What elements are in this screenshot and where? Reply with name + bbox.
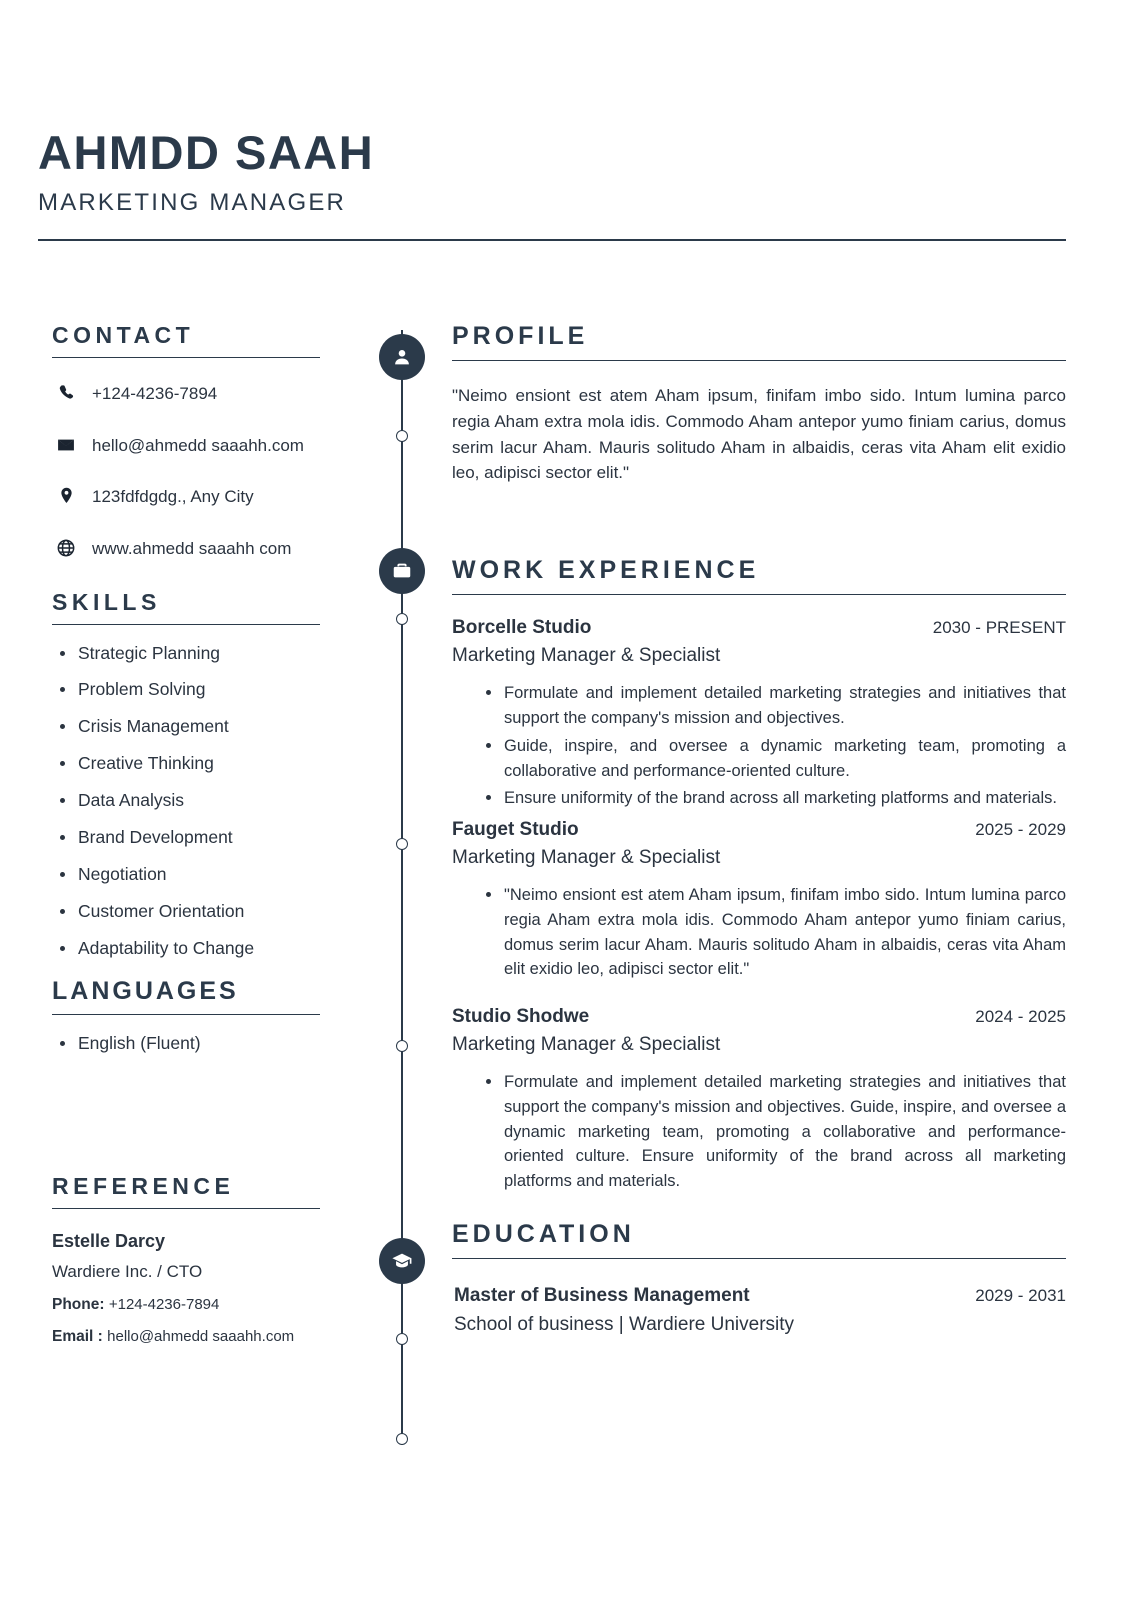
employment-dates: 2024 - 2025 bbox=[975, 1007, 1066, 1027]
page-title: AHMDD SAAH bbox=[38, 126, 375, 179]
education-heading: EDUCATION bbox=[452, 1219, 635, 1248]
section-divider bbox=[452, 594, 1066, 595]
reference-name: Estelle Darcy bbox=[52, 1231, 166, 1252]
profile-section bbox=[452, 322, 1066, 486]
contact-section bbox=[52, 322, 352, 562]
contact-list bbox=[52, 382, 352, 562]
contact-email-text: hello@ahmedd saaahh.com bbox=[92, 435, 304, 455]
main-content bbox=[452, 322, 1066, 1336]
briefcase-icon bbox=[379, 548, 425, 594]
contact-website-text: www.ahmedd saaahh com bbox=[92, 538, 292, 558]
profile-text: "Neimo ensiont est atem Aham ipsum, finifam imbo sido. Intum lumina parco regia Aham extra mola idis. Commodo Aham antepor yumo finiam carius, domus serim lacur Aham. Mauris solitudo Aham in albaidis, ceras vita Aham elit exidio leo, adipisci sector elit." bbox=[452, 386, 1066, 483]
section-divider bbox=[452, 1258, 1066, 1259]
timeline-node bbox=[396, 1333, 408, 1345]
envelope-icon bbox=[52, 434, 80, 455]
company-name: Studio Shodwe bbox=[452, 1006, 590, 1028]
list-item: English (Fluent) bbox=[52, 1033, 352, 1055]
globe-icon bbox=[52, 537, 80, 558]
graduation-cap-icon bbox=[379, 1238, 425, 1284]
reference-phone-label: Phone: bbox=[52, 1296, 105, 1314]
reference-email-value: hello@ahmedd saaahh.com bbox=[107, 1328, 295, 1346]
degree-name: Master of Business Management bbox=[454, 1284, 750, 1306]
list-item: Ensure uniformity of the brand across all marketing platforms and materials. bbox=[482, 786, 1066, 811]
profile-heading: PROFILE bbox=[452, 322, 589, 350]
list-item: Problem Solving bbox=[52, 679, 352, 701]
responsibility-list bbox=[452, 1070, 1066, 1194]
position-title: Marketing Manager & Specialist bbox=[452, 1034, 721, 1056]
timeline-node bbox=[396, 1433, 408, 1445]
reference-phone bbox=[52, 1296, 352, 1314]
employment-dates: 2030 - PRESENT bbox=[932, 618, 1066, 638]
resume-header bbox=[38, 128, 1066, 241]
responsibility-list bbox=[452, 681, 1066, 811]
job-title-subtitle: MARKETING MANAGER bbox=[38, 189, 347, 217]
work-entry bbox=[452, 819, 1066, 982]
education-section bbox=[452, 1220, 1066, 1336]
list-item: Strategic Planning bbox=[52, 643, 352, 665]
work-entry bbox=[452, 617, 1066, 811]
section-divider bbox=[52, 1208, 320, 1209]
work-experience-heading: WORK EXPERIENCE bbox=[452, 556, 760, 585]
list-item: Brand Development bbox=[52, 827, 352, 849]
section-divider bbox=[52, 357, 320, 358]
reference-role: Wardiere Inc. / CTO bbox=[52, 1262, 203, 1282]
skills-heading: SKILLS bbox=[52, 588, 161, 615]
languages-list bbox=[52, 1033, 352, 1055]
list-item: Formulate and implement detailed marketing strategies and initiatives that support the company's mission and objectives. Guide, inspire, and oversee a dynamic marketing team, promoting a collaborative and performance-oriented culture. Ensure uniformity of the brand across all marketing platforms and materials. bbox=[482, 1070, 1066, 1194]
skills-section bbox=[52, 589, 352, 960]
reference-email bbox=[52, 1328, 352, 1346]
list-item: Adaptability to Change bbox=[52, 938, 352, 960]
list-item: "Neimo ensiont est atem Aham ipsum, finifam imbo sido. Intum lumina parco regia Aham extra mola idis. Commodo Aham antepor yumo finiam carius, domus serim lacur Aham. Mauris solitudo Aham in albaidis, ceras vita Aham elit exidio leo, adipisci sector elit." bbox=[482, 883, 1066, 982]
contact-item-address[interactable] bbox=[52, 485, 352, 510]
languages-heading: LANGUAGES bbox=[52, 977, 239, 1006]
list-item: Crisis Management bbox=[52, 716, 352, 738]
section-divider bbox=[452, 360, 1066, 361]
education-dates: 2029 - 2031 bbox=[975, 1285, 1066, 1305]
section-divider bbox=[52, 624, 320, 625]
contact-phone-text: +124-4236-7894 bbox=[92, 384, 218, 403]
header-divider bbox=[38, 239, 1066, 241]
position-title: Marketing Manager & Specialist bbox=[452, 847, 721, 869]
timeline-track bbox=[401, 330, 403, 1445]
timeline-node bbox=[396, 430, 408, 442]
section-divider bbox=[52, 1014, 320, 1015]
timeline-node bbox=[396, 613, 408, 625]
list-item: Negotiation bbox=[52, 864, 352, 886]
sidebar bbox=[52, 322, 352, 1346]
reference-phone-value: +124-4236-7894 bbox=[108, 1296, 220, 1314]
company-name: Borcelle Studio bbox=[452, 617, 592, 639]
employment-dates: 2025 - 2029 bbox=[975, 820, 1066, 840]
work-entry bbox=[452, 1006, 1066, 1194]
reference-heading: REFERENCE bbox=[52, 1173, 235, 1200]
skills-list bbox=[52, 643, 352, 960]
work-experience-section bbox=[452, 556, 1066, 1194]
contact-heading: CONTACT bbox=[52, 322, 195, 348]
education-entry bbox=[452, 1285, 1066, 1336]
languages-section bbox=[52, 977, 352, 1055]
school-name: School of business | Wardiere University bbox=[454, 1313, 795, 1335]
position-title: Marketing Manager & Specialist bbox=[452, 645, 721, 667]
location-pin-icon bbox=[52, 485, 80, 505]
list-item: Data Analysis bbox=[52, 790, 352, 812]
phone-icon bbox=[52, 382, 80, 402]
timeline-node bbox=[396, 838, 408, 850]
person-circle-icon bbox=[379, 334, 425, 380]
responsibility-list bbox=[452, 883, 1066, 982]
contact-address-text: 123fdfdgdg., Any City bbox=[92, 487, 254, 507]
list-item: Formulate and implement detailed marketing strategies and initiatives that support the company's mission and objectives. bbox=[482, 681, 1066, 731]
timeline-node bbox=[396, 1040, 408, 1052]
list-item: Guide, inspire, and oversee a dynamic marketing team, promoting a collaborative and performance-oriented culture. bbox=[482, 734, 1066, 784]
list-item: Customer Orientation bbox=[52, 901, 352, 923]
contact-item-email[interactable] bbox=[52, 434, 352, 459]
reference-email-label: Email : bbox=[52, 1328, 103, 1346]
reference-section bbox=[52, 1173, 352, 1346]
list-item: Creative Thinking bbox=[52, 753, 352, 775]
contact-item-website[interactable] bbox=[52, 537, 352, 562]
company-name: Fauget Studio bbox=[452, 819, 579, 841]
contact-item-phone[interactable] bbox=[52, 382, 352, 407]
